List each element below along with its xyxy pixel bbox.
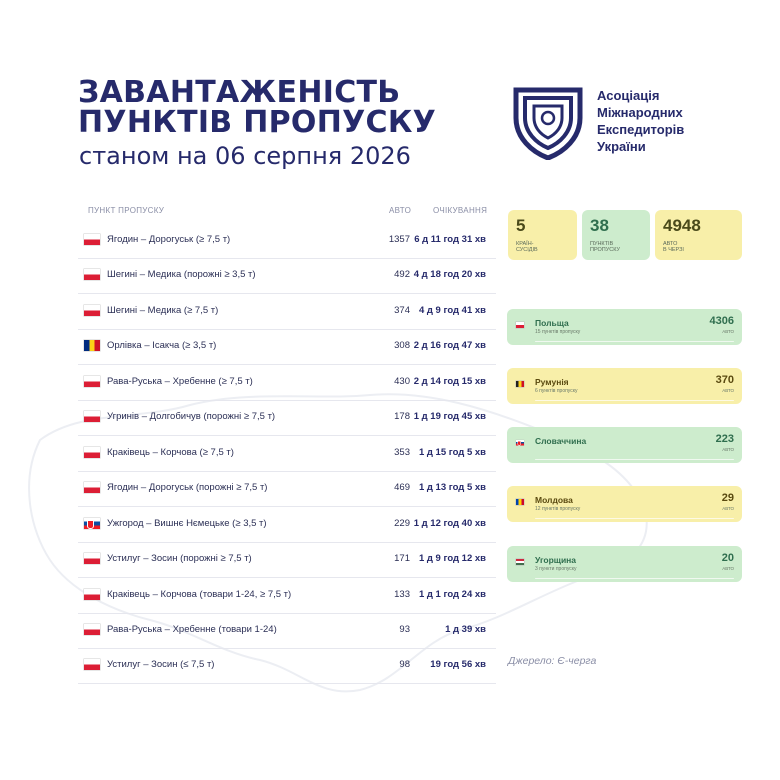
stat-label-line-2: СУСІДІВ <box>516 247 538 253</box>
country-value: 4306 <box>709 315 734 327</box>
slovakia-flag-icon <box>84 518 100 529</box>
stat-label-line-2: ПРОПУСКУ <box>590 247 620 253</box>
checkpoint-name: Ягодин – Дорогуськ (порожні ≥ 7,5 т) <box>107 482 268 493</box>
table-row <box>78 365 496 401</box>
stat-card-countries <box>508 210 577 260</box>
hungary-flag-icon <box>516 559 524 565</box>
table-row <box>78 436 496 472</box>
header-wait: ОЧІКУВАННЯ <box>433 206 488 215</box>
org-line-2: Міжнародних <box>597 105 683 120</box>
country-card-moldova <box>507 486 742 522</box>
stat-value: 38 <box>590 216 609 235</box>
stat-value: 4948 <box>663 216 701 235</box>
table-row <box>78 223 496 259</box>
country-unit: АВТО <box>722 506 734 511</box>
auto-count: 1357 <box>388 234 410 245</box>
moldova-flag-icon <box>516 499 524 505</box>
country-bar <box>535 341 734 343</box>
country-name: Словаччина <box>535 436 587 446</box>
stat-label-line-1: ПУНКТІВ <box>590 241 614 247</box>
auto-count: 229 <box>394 518 410 529</box>
checkpoint-name: Устилуг – Зосин (≤ 7,5 т) <box>107 659 215 670</box>
country-name: Польща <box>535 318 569 328</box>
stat-label-line-1: КРАЇН- <box>516 241 534 247</box>
table-row <box>78 329 496 365</box>
checkpoint-name: Ужгород – Вишнє Нємецьке (≥ 3,5 т) <box>107 518 267 529</box>
auto-count: 98 <box>399 659 410 670</box>
auto-count: 308 <box>394 340 410 351</box>
organization-name <box>597 87 684 155</box>
stat-label <box>590 241 620 253</box>
poland-flag-icon <box>84 624 100 635</box>
country-unit: АВТО <box>722 329 734 334</box>
slovakia-flag-icon <box>516 440 524 446</box>
stat-label-line-2: В ЧЕРЗІ <box>663 247 684 253</box>
poland-flag-icon <box>516 322 524 328</box>
stat-card-checkpoints <box>582 210 650 260</box>
wait-time: 1 д 9 год 12 хв <box>418 553 486 564</box>
wait-time: 19 год 56 хв <box>430 659 486 670</box>
country-bar <box>535 578 734 580</box>
country-value: 370 <box>715 374 734 386</box>
source-note: Джерело: Є-черга <box>508 655 597 667</box>
wait-time: 2 д 14 год 15 хв <box>413 376 486 387</box>
country-subtitle: 12 пунктів пропуску <box>535 506 581 512</box>
stat-label <box>663 241 684 253</box>
poland-flag-icon <box>84 411 100 422</box>
checkpoint-name: Краківець – Корчова (товари 1-24, ≥ 7,5 т) <box>107 589 292 600</box>
auto-count: 492 <box>394 269 410 280</box>
table-row <box>78 648 496 684</box>
country-bar <box>535 459 734 461</box>
poland-flag-icon <box>84 447 100 458</box>
wait-time: 1 д 12 год 40 хв <box>413 518 486 529</box>
header-point: ПУНКТ ПРОПУСКУ <box>88 206 165 215</box>
org-line-4: України <box>597 139 646 154</box>
country-name: Угорщина <box>535 555 577 565</box>
table-row <box>78 578 496 614</box>
wait-time: 1 д 1 год 24 хв <box>418 589 486 600</box>
table-row <box>78 400 496 436</box>
poland-flag-icon <box>84 482 100 493</box>
auto-count: 374 <box>394 305 410 316</box>
auto-count: 93 <box>399 624 410 635</box>
poland-flag-icon <box>84 589 100 600</box>
stat-card-vehicles <box>655 210 742 260</box>
country-name: Молдова <box>535 495 573 505</box>
country-value: 20 <box>721 552 734 564</box>
country-card-slovakia <box>507 427 742 463</box>
page-subtitle: станом на 06 серпня 2026 <box>79 142 411 170</box>
org-line-1: Асоціація <box>597 88 660 103</box>
poland-flag-icon <box>84 234 100 245</box>
auto-count: 133 <box>394 589 410 600</box>
country-name: Румунія <box>535 377 569 387</box>
page-title <box>78 75 437 140</box>
header-auto: АВТО <box>389 206 412 215</box>
auto-count: 171 <box>394 553 410 564</box>
org-line-3: Експедиторів <box>597 122 685 137</box>
wait-time: 6 д 11 год 31 хв <box>414 234 486 245</box>
title-line-2: ПУНКТІВ ПРОПУСКУ <box>78 105 437 140</box>
country-unit: АВТО <box>722 566 734 571</box>
poland-flag-icon <box>84 659 100 670</box>
poland-flag-icon <box>84 269 100 280</box>
poland-flag-icon <box>84 376 100 387</box>
poland-flag-icon <box>84 305 100 316</box>
title-line-1: ЗАВАНТАЖЕНІСТЬ <box>78 75 401 110</box>
country-subtitle: 3 пункти пропуску <box>535 566 577 572</box>
romania-flag-icon <box>516 381 524 387</box>
checkpoint-name: Шегині – Медика (порожні ≥ 3,5 т) <box>107 269 256 280</box>
association-logo-icon <box>512 84 584 160</box>
country-value: 29 <box>721 492 734 504</box>
country-bar <box>535 400 734 402</box>
country-card-poland <box>507 309 742 345</box>
checkpoint-name: Орлівка – Ісакча (≥ 3,5 т) <box>107 340 217 351</box>
table-row <box>78 613 496 649</box>
wait-time: 4 д 9 год 41 хв <box>418 305 486 316</box>
table-row <box>78 294 496 330</box>
checkpoint-name: Рава-Руська – Хребенне (≥ 7,5 т) <box>107 376 253 387</box>
table-row <box>78 471 496 507</box>
stat-value: 5 <box>516 216 526 235</box>
checkpoint-name: Шегині – Медика (≥ 7,5 т) <box>107 305 219 316</box>
wait-time: 1 д 13 год 5 хв <box>418 482 486 493</box>
country-value: 223 <box>715 433 734 445</box>
table-row <box>78 542 496 578</box>
country-unit: АВТО <box>722 388 734 393</box>
poland-flag-icon <box>84 553 100 564</box>
table-row <box>78 507 496 543</box>
country-subtitle: 15 пунктів пропуску <box>535 329 581 335</box>
wait-time: 4 д 18 год 20 хв <box>413 269 486 280</box>
checkpoint-name: Рава-Руська – Хребенне (товари 1-24) <box>107 624 277 635</box>
country-bar <box>535 518 734 520</box>
auto-count: 469 <box>394 482 410 493</box>
table-row <box>78 258 496 294</box>
country-card-romania <box>507 368 742 404</box>
stat-label-line-1: АВТО <box>663 241 678 247</box>
auto-count: 353 <box>394 447 410 458</box>
stat-label <box>516 241 538 253</box>
wait-time: 1 д 19 год 45 хв <box>413 411 486 422</box>
country-unit: АВТО <box>722 447 734 452</box>
checkpoint-name: Устилуг – Зосин (порожні ≥ 7,5 т) <box>107 553 252 564</box>
checkpoint-name: Ягодин – Дорогуськ (≥ 7,5 т) <box>107 234 231 245</box>
country-subtitle: 6 пунктів пропуску <box>535 388 578 394</box>
checkpoint-name: Угринів – Долгобичув (порожні ≥ 7,5 т) <box>107 411 276 422</box>
country-card-hungary <box>507 546 742 582</box>
auto-count: 430 <box>394 376 410 387</box>
auto-count: 178 <box>394 411 410 422</box>
wait-time: 1 д 15 год 5 хв <box>418 447 486 458</box>
wait-time: 1 д 39 хв <box>445 624 486 635</box>
romania-flag-icon <box>84 340 100 351</box>
checkpoint-name: Краківець – Корчова (≥ 7,5 т) <box>107 447 234 458</box>
wait-time: 2 д 16 год 47 хв <box>413 340 486 351</box>
